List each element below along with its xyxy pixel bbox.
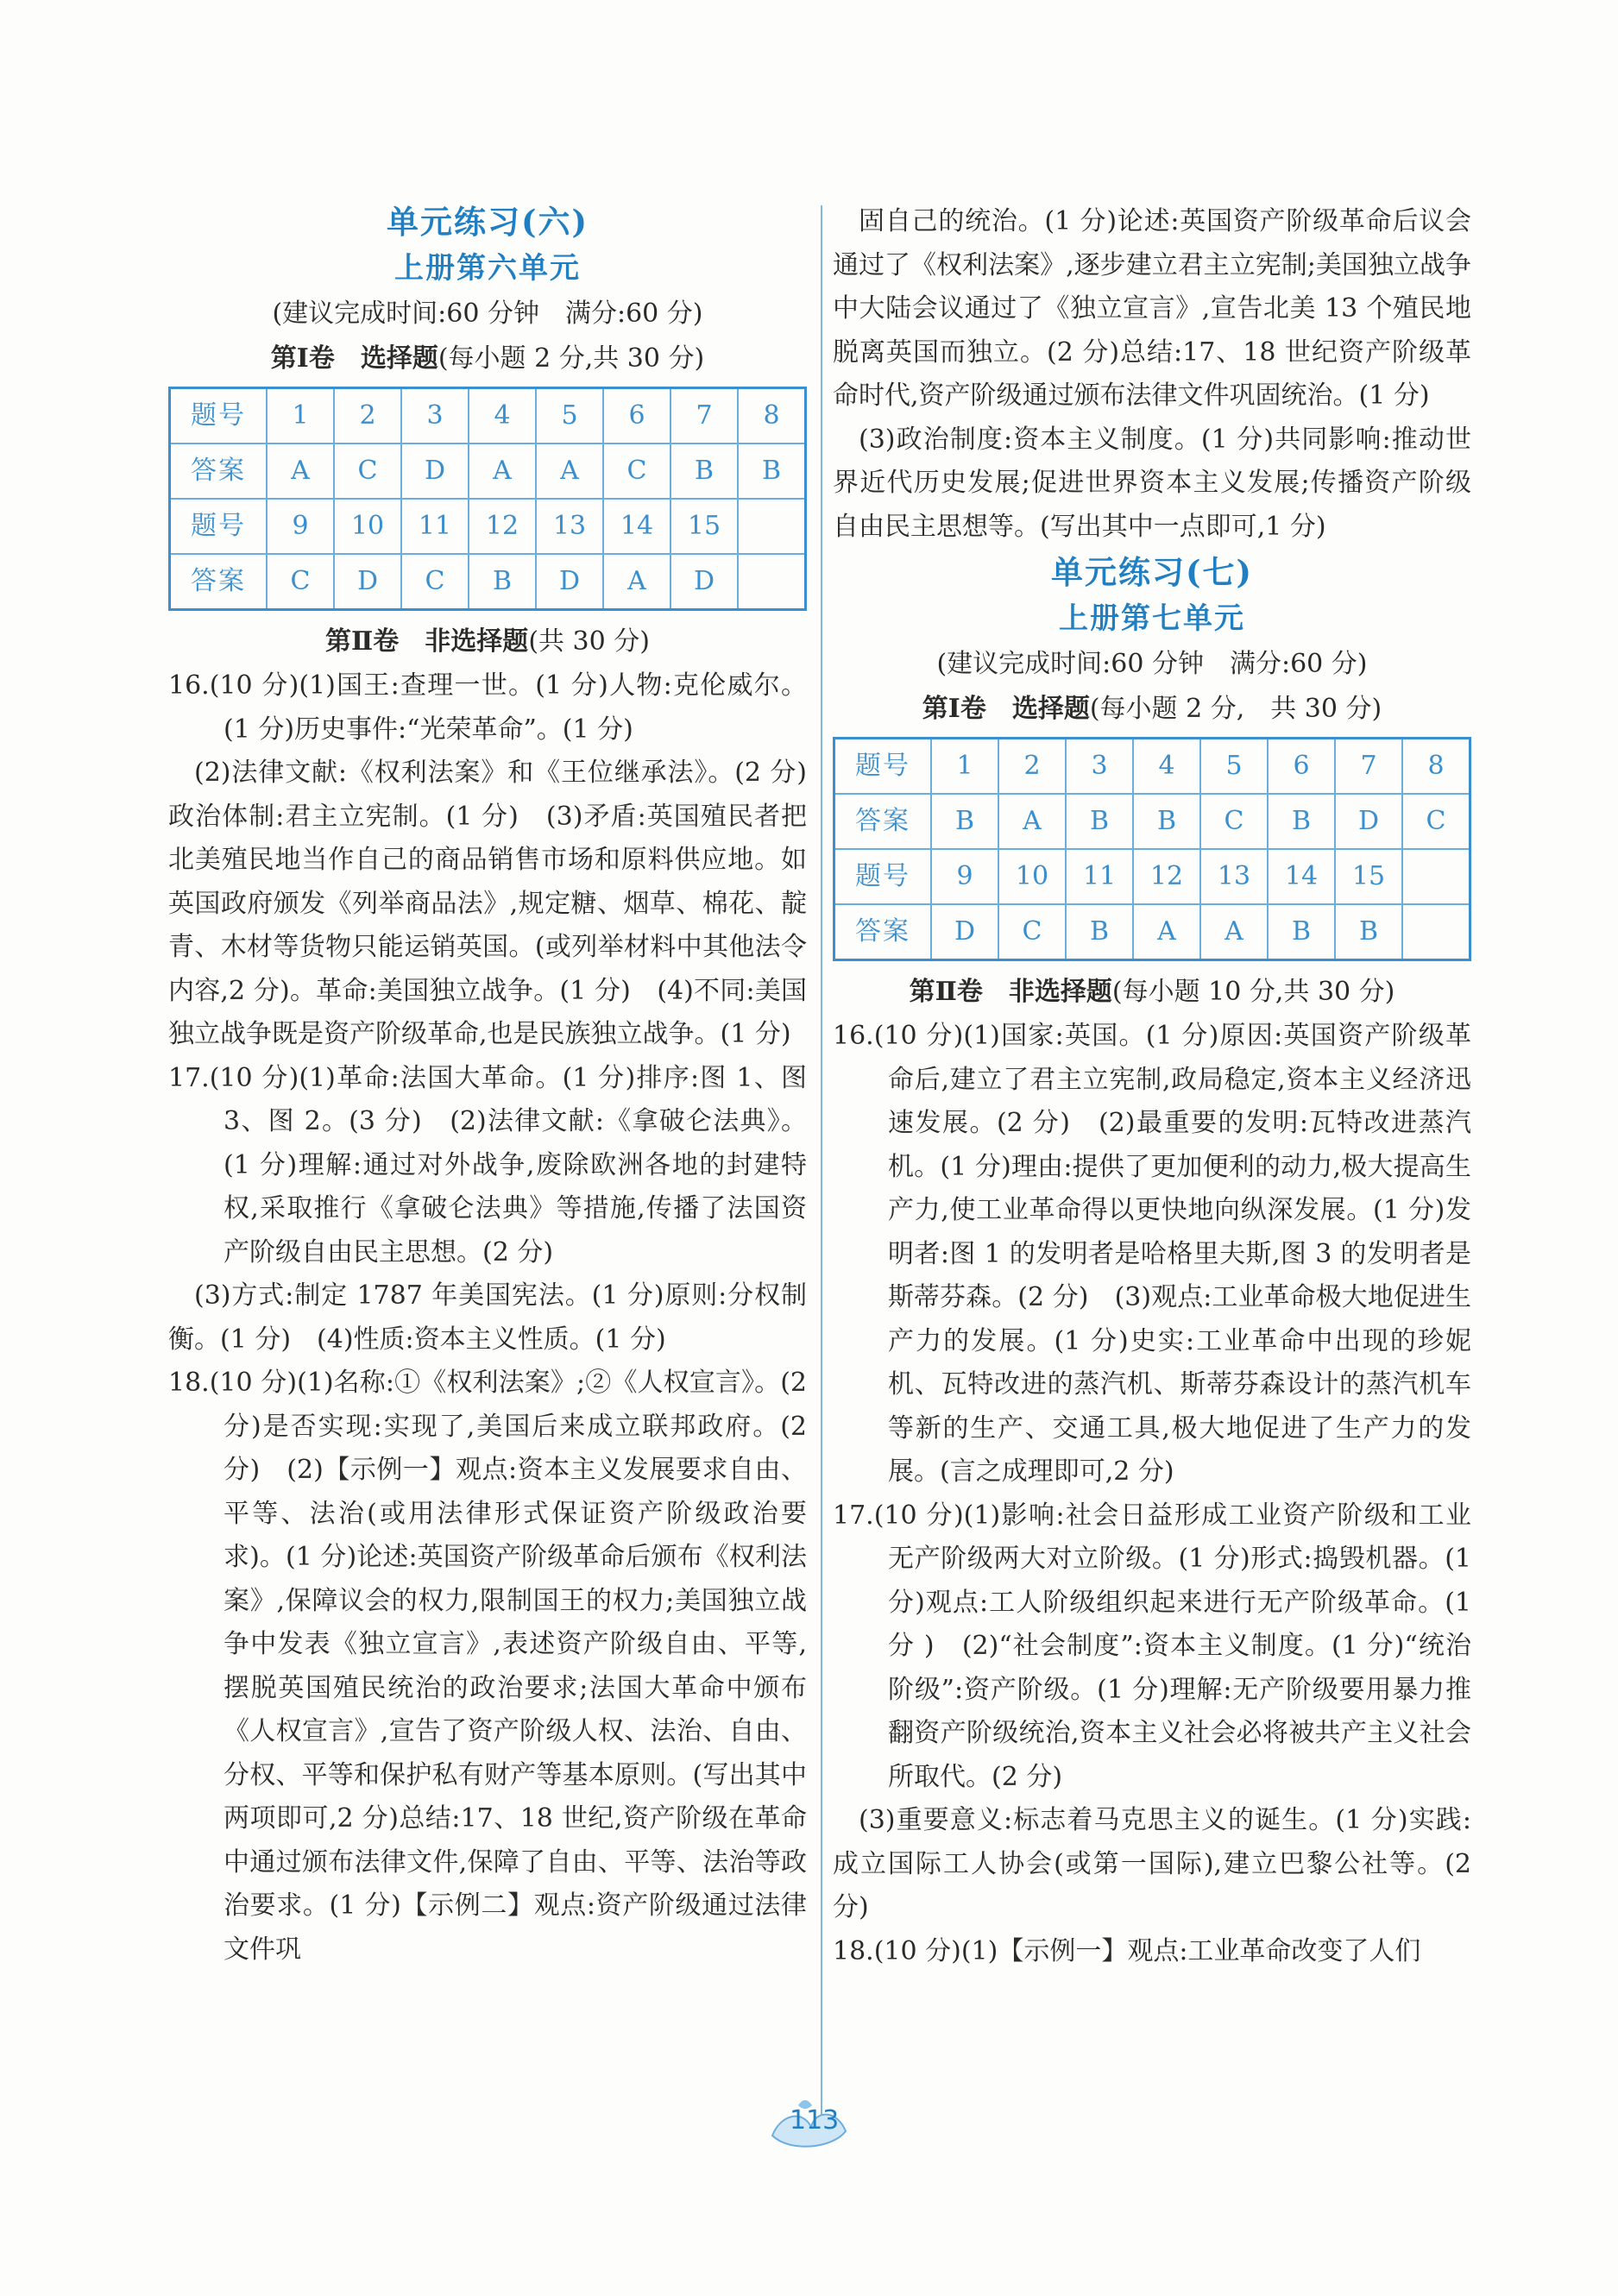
answer-q17-cont: (3)方式:制定 1787 年美国宪法。(1 分)原则:分权制衡。(1 分) (4)性质:资本主义性质。(1 分) — [168, 1280, 807, 1355]
table-cell: 3 — [401, 388, 469, 444]
column-divider — [821, 205, 822, 2138]
table-cell: 5 — [536, 388, 603, 444]
table-header-a: 答案 — [170, 443, 268, 499]
table-cell: 13 — [536, 499, 603, 554]
table-cell: 9 — [267, 499, 334, 554]
advice-text: (建议完成时间:60 分钟 满分:60 分) — [936, 649, 1368, 679]
answer-q16: 16.(10 分)(1)国王:查理一世。(1 分)人物:克伦威尔。(1 分)历史事件:“光荣革命”。(1 分) — [168, 670, 807, 745]
table-cell: 14 — [603, 499, 670, 554]
part1-heading: 第Ⅰ卷 选择题(每小题 2 分, 共 30 分) — [922, 694, 1382, 724]
table-header-q: 题号 — [834, 849, 932, 904]
table-cell: 1 — [931, 739, 998, 795]
table-cell: 7 — [1335, 739, 1402, 795]
section-title: 单元练习(七) — [1050, 553, 1253, 591]
table-cell: D — [401, 443, 469, 499]
answer-q17: 17.(10 分)(1)革命:法国大革命。(1 分)排序:图 1、图 3、图 2。(3 分) (2)法律文献:《拿破仑法典》。(1 分)理解:通过对外战争,废除欧洲各地的封建特权,采取推行《拿破仑法典》等措施,传播了法国资产阶级自由民主思想。(2 分) — [168, 1062, 807, 1268]
left-column — [168, 198, 807, 1972]
table-cell: D — [536, 554, 603, 610]
table-cell: B — [670, 443, 738, 499]
table-cell: 3 — [1066, 739, 1133, 795]
table-header-a: 答案 — [834, 904, 932, 960]
table-cell: 5 — [1200, 739, 1268, 795]
answer-q18-cont2: (3)政治制度:资本主义制度。(1 分)共同影响:推动世界近代历史发展;促进世界资本主义发展;传播资产阶级自由民主思想等。(写出其中一点即可,1 分) — [833, 424, 1471, 542]
table-cell: 15 — [670, 499, 738, 554]
right-column — [833, 200, 1471, 1973]
table-cell: 4 — [469, 388, 536, 444]
table-cell: 10 — [998, 849, 1066, 904]
section-subtitle: 上册第七单元 — [1059, 601, 1245, 636]
part1-heading: 第Ⅰ卷 选择题(每小题 2 分,共 30 分) — [270, 343, 705, 374]
answer-q16: 16.(10 分)(1)国家:英国。(1 分)原因:英国资产阶级革命后,建立了君主立宪制,政局稳定,资本主义经济迅速发展。(2 分) (2)最重要的发明:瓦特改进蒸汽机。(1 分)理由:提供了更加便利的动力,极大提高生产力,使工业革命得以更快地向纵深发展。(1 分)发明者:图 1 的发明者是哈格里夫斯,图 3 的发明者是斯蒂芬森。(2 分) (3)观点:工业革命极大地促进生产力的发展。(1 分)史实:工业革命中出现的珍妮机、瓦特改进的蒸汽机、斯蒂芬森设计的蒸汽机车等新的生产、交通工具,极大地促进了生产力的发展。(言之成理即可,2 分) — [833, 1021, 1471, 1487]
table-cell: 14 — [1268, 849, 1335, 904]
table-cell: A — [267, 443, 334, 499]
table-cell: 15 — [1335, 849, 1402, 904]
table-header-q: 题号 — [170, 388, 268, 444]
table-cell: B — [931, 794, 998, 849]
table-cell: D — [931, 904, 998, 960]
answer-q18: 18.(10 分)(1)名称:①《权利法案》;②《人权宣言》。(2 分)是否实现:实现了,美国后来成立联邦政府。(2 分) (2)【示例一】观点:资本主义发展要求自由、平等、法治(或用法律形式保证资产阶级政治要求)。(1 分)论述:英国资产阶级革命后颁布《权利法案》,保障议会的权力,限制国王的权力;美国独立战争中发表《独立宣言》,表述资产阶级自由、平等,摆脱英国殖民统治的政治要求;法国大革命中颁布《人权宣言》,宣告了资产阶级人权、法治、自由、分权、平等和保护私有财产等基本原则。(写出其中两项即可,2 分)总结:17、18 世纪,资产阶级在革命中通过颁布法律文件,保障了自由、平等、法治等政治要求。(1 分)【示例二】观点:资产阶级通过法律文件巩 — [168, 1368, 807, 1965]
table-cell: 6 — [603, 388, 670, 444]
table-cell: B — [1066, 904, 1133, 960]
table-cell: B — [469, 554, 536, 610]
table-cell: D — [1335, 794, 1402, 849]
table-cell: D — [334, 554, 401, 610]
table-cell: 10 — [334, 499, 401, 554]
page-number-badge — [764, 2088, 859, 2157]
table-cell: 4 — [1133, 739, 1200, 795]
part2-heading: 第Ⅱ卷 非选择题(每小题 10 分,共 30 分) — [909, 977, 1395, 1007]
section-title: 单元练习(六) — [386, 203, 589, 241]
answer-q17: 17.(10 分)(1)影响:社会日益形成工业资产阶级和工业无产阶级两大对立阶级。(1 分)形式:捣毁机器。(1 分)观点:工人阶级组织起来进行无产阶级革命。(1 分 ) (2)“社会制度”:资本主义制度。(1 分)“统治阶级”:资产阶级。(1 分)理解:无产阶级要用暴力推翻资产阶级统治,资本主义社会必将被共产主义社会所取代。(2 分) — [833, 1500, 1471, 1792]
table-cell: D — [670, 554, 738, 610]
table-cell: B — [1066, 794, 1133, 849]
table-cell: C — [1402, 794, 1470, 849]
table-header-a: 答案 — [170, 554, 268, 610]
table-cell: 6 — [1268, 739, 1335, 795]
table-cell: 8 — [1402, 739, 1470, 795]
page-number: 113 — [790, 2105, 840, 2136]
table-cell: C — [401, 554, 469, 610]
answer-q18-cont: 固自己的统治。(1 分)论述:英国资产阶级革命后议会通过了《权利法案》,逐步建立君主立宪制;美国独立战争中大陆会议通过了《独立宣言》,宣告北美 13 个殖民地脱离英国而独立。(2 分)总结:17、18 世纪资产阶级革命时代,资产阶级通过颁布法律文件巩固统治。(1 分) — [833, 206, 1471, 411]
part2-heading: 第Ⅱ卷 非选择题(共 30 分) — [325, 626, 650, 657]
answer-q18: 18.(10 分)(1)【示例一】观点:工业革命改变了人们 — [833, 1935, 1421, 1966]
table-cell — [738, 499, 806, 554]
table-cell: 9 — [931, 849, 998, 904]
table-cell: 12 — [469, 499, 536, 554]
table-cell: A — [603, 554, 670, 610]
table-cell: C — [1200, 794, 1268, 849]
table-cell: B — [1335, 904, 1402, 960]
table-cell: 2 — [998, 739, 1066, 795]
table-cell: B — [1268, 904, 1335, 960]
table-cell: 2 — [334, 388, 401, 444]
table-cell: A — [469, 443, 536, 499]
table-cell — [738, 554, 806, 610]
advice-text: (建议完成时间:60 分钟 满分:60 分) — [272, 299, 703, 329]
table-cell: A — [1200, 904, 1268, 960]
table-cell: 7 — [670, 388, 738, 444]
table-header-q: 题号 — [834, 739, 932, 795]
table-cell: A — [536, 443, 603, 499]
table-cell: B — [738, 443, 806, 499]
table-header-a: 答案 — [834, 794, 932, 849]
table-cell: 13 — [1200, 849, 1268, 904]
table-cell: C — [603, 443, 670, 499]
table-cell: A — [998, 794, 1066, 849]
table-cell: 11 — [401, 499, 469, 554]
table-cell: A — [1133, 904, 1200, 960]
table-cell: B — [1133, 794, 1200, 849]
section-subtitle: 上册第六单元 — [394, 251, 581, 286]
table-cell: C — [998, 904, 1066, 960]
answer-table — [168, 387, 807, 611]
table-cell: 8 — [738, 388, 806, 444]
table-cell: 1 — [267, 388, 334, 444]
table-cell — [1402, 849, 1470, 904]
table-cell: C — [267, 554, 334, 610]
table-cell: B — [1268, 794, 1335, 849]
table-header-q: 题号 — [170, 499, 268, 554]
table-cell: 11 — [1066, 849, 1133, 904]
answer-table — [833, 737, 1471, 961]
table-cell: 12 — [1133, 849, 1200, 904]
answer-q16-cont: (2)法律文献:《权利法案》和《王位继承法》。(2 分)政治体制:君主立宪制。(1 分) (3)矛盾:英国殖民者把北美殖民地当作自己的商品销售市场和原料供应地。如英国政府颁发《列举商品法》,规定糖、烟草、棉花、靛青、木材等货物只能运销英国。(或列举材料中其他法令内容,2 分)。革命:美国独立战争。(1 分) (4)不同:美国独立战争既是资产阶级革命,也是民族独立战争。(1 分) — [168, 758, 807, 1049]
table-cell — [1402, 904, 1470, 960]
table-cell: C — [334, 443, 401, 499]
answer-q17-cont: (3)重要意义:标志着马克思主义的诞生。(1 分)实践:成立国际工人协会(或第一国际),建立巴黎公社等。(2 分) — [833, 1805, 1471, 1922]
